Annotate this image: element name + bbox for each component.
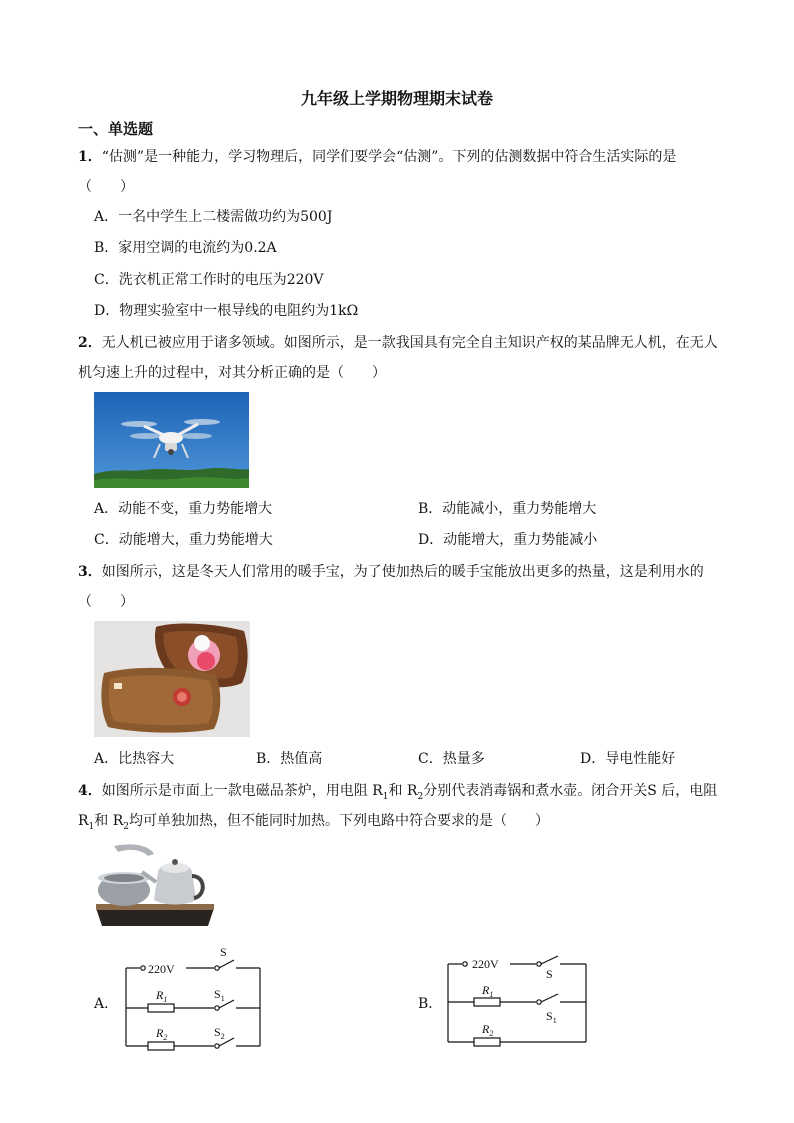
circuit-b-source: 220V: [472, 957, 499, 971]
q4-sub2-r1: 1: [88, 821, 95, 832]
circuit-a-r1: $R_1$: [156, 988, 168, 1004]
q4-sub2-r2: 2: [123, 821, 130, 832]
circuit-a-r2: $R_2$: [156, 1026, 168, 1042]
tea-stove-illustration: [94, 842, 216, 930]
circuit-b-diagram: [440, 950, 592, 1050]
q4-text2b: 和 R: [94, 813, 124, 829]
q4-text1b: 和 R: [388, 783, 418, 799]
switch-s1-blade: [541, 994, 558, 1002]
q1-number: 1．: [78, 149, 102, 165]
drone-photo: [94, 392, 249, 488]
resistor-r1: [148, 1004, 174, 1012]
q1-option-c[interactable]: C．洗衣机正常工作时的电压为220V: [94, 272, 324, 288]
switch-s-blade: [541, 956, 558, 964]
q2-option-a[interactable]: A．动能不变，重力势能增大: [94, 501, 273, 517]
section-heading: 一、单选题: [78, 120, 154, 138]
q1-option-b[interactable]: B．家用空调的电流约为0.2A: [94, 240, 277, 256]
circuit-a-diagram: [118, 948, 268, 1052]
circuit-b-switch-s1: $S_1$: [546, 1009, 557, 1025]
q3-paren: （ ）: [78, 594, 134, 610]
q4-sub-r1: 1: [382, 791, 389, 802]
q1-stem: [78, 146, 676, 166]
switch-s-blade: [219, 960, 234, 968]
q2-text1: 无人机已被应用于诸多领域。如图所示，是一款我国具有完全自主知识产权的某品牌无人机，在无人: [101, 335, 718, 351]
q3-option-d[interactable]: D．导电性能好: [580, 751, 676, 767]
q2-option-b[interactable]: B．动能减小，重力势能增大: [418, 501, 597, 517]
q1-paren: （ ）: [78, 179, 134, 195]
circuit-a-switch-s: S: [220, 948, 227, 959]
q1-option-a[interactable]: A．一名中学生上二楼需做功约为500J: [94, 209, 333, 225]
circuit-b-switch-s: S: [546, 967, 553, 981]
circuit-a-label[interactable]: A．: [94, 996, 119, 1012]
page-title: 九年级上学期物理期末试卷: [300, 89, 493, 108]
q3-option-a[interactable]: A．比热容大: [94, 751, 175, 767]
circuit-b-r2: $R_2$: [482, 1022, 494, 1038]
q3-option-b[interactable]: B．热值高: [256, 751, 323, 767]
tea-stove-photo: [94, 842, 216, 930]
circuit-a-switch-s2: $S_2$: [214, 1025, 225, 1041]
circuit-b-r1: $R_1$: [482, 983, 494, 999]
q3-text: 如图所示，这是冬天人们常用的暖手宝，为了使加热后的暖手宝能放出更多的热量，这是利用水的: [101, 564, 704, 580]
q2-option-d[interactable]: D．动能增大，重力势能减小: [418, 532, 598, 548]
q2-option-c[interactable]: C．动能增大，重力势能增大: [94, 532, 273, 548]
q4-text2a: R: [78, 813, 89, 829]
q4-text1a: 如图所示是市面上一款电磁品茶炉，用电阻 R: [101, 783, 383, 799]
q3-stem: [78, 561, 704, 581]
circuit-a-switch-s1: $S_1$: [214, 987, 225, 1003]
q4-number: 4．: [78, 783, 102, 799]
q1-text: “估测”是一种能力，学习物理后，同学们要学会“估测”。下列的估测数据中符合生活实际的是: [101, 149, 677, 165]
resistor-r2: [474, 1038, 500, 1046]
circuit-a-source: 220V: [148, 962, 175, 976]
q3-number: 3．: [78, 564, 102, 580]
q3-option-c[interactable]: C．热量多: [418, 751, 485, 767]
circuit-b-label[interactable]: B．: [418, 996, 443, 1012]
q4-text1c: 分别代表消毒锅和煮水壶。闭合开关S 后，电阻: [423, 783, 718, 799]
q4-sub-r2: 2: [417, 791, 424, 802]
q1-option-d[interactable]: D．物理实验室中一根导线的电阻约为1kΩ: [94, 303, 359, 319]
q4-stem-line2: [78, 810, 549, 832]
hand-warmer-illustration: [94, 621, 250, 737]
q4-stem-line1: [78, 780, 717, 802]
resistor-r2: [148, 1042, 174, 1050]
drone-illustration: [94, 392, 249, 488]
q2-number: 2．: [78, 335, 102, 351]
hand-warmer-photo: [94, 621, 250, 737]
resistor-r1: [474, 998, 500, 1006]
q4-text2c: 均可单独加热，但不能同时加热。下列电路中符合要求的是（ ）: [129, 813, 550, 829]
q2-stem-line2: 机匀速上升的过程中，对其分析正确的是（ ）: [78, 365, 386, 381]
q2-stem-line1: [78, 332, 718, 352]
